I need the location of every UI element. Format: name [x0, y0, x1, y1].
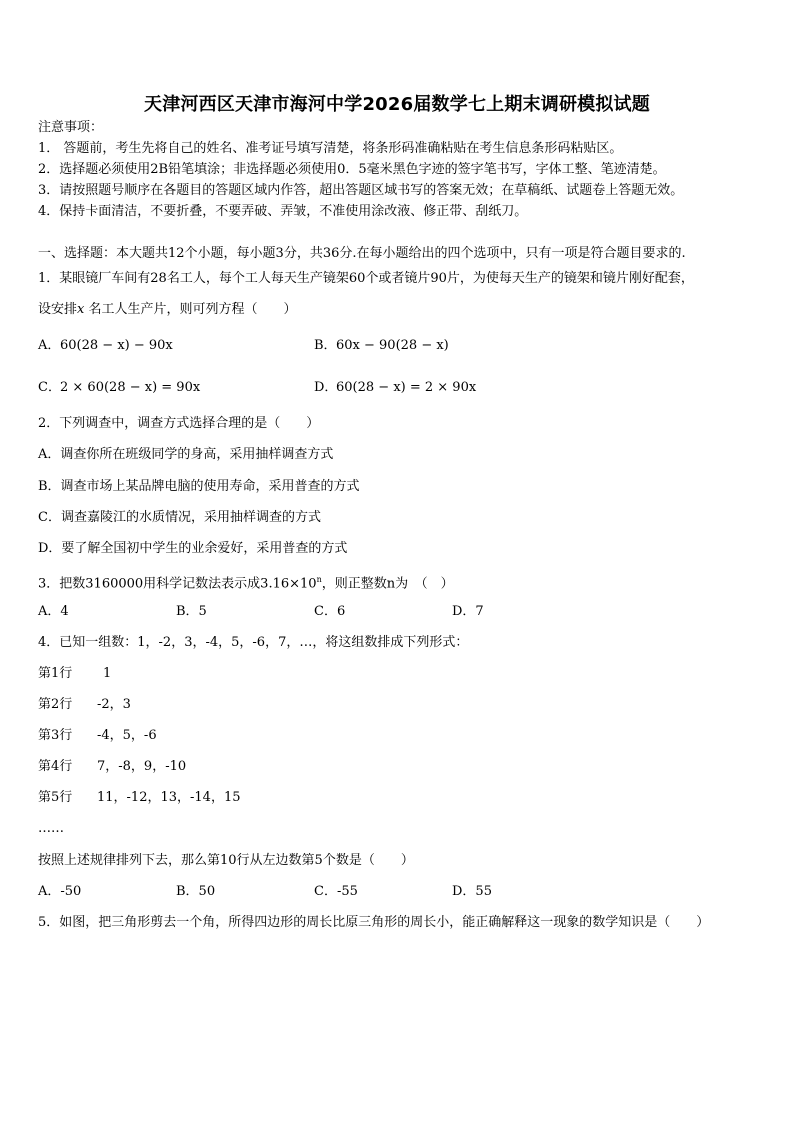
q4-stem: 4．已知一组数：1，-2，3，-4，5，-6，7，…，将这组数排成下列形式：: [38, 635, 469, 650]
page-title: 天津河西区天津市海河中学2026届数学七上期末调研模拟试题: [144, 94, 650, 115]
q1-stem-part-b: 名工人生产片，则可列方程（ ）: [88, 302, 297, 317]
q4-row-values: 1: [103, 666, 112, 681]
q3-stem: [38, 572, 454, 592]
q4-option-a[interactable]: A．-50: [38, 884, 82, 899]
q1-option-b-text: 60x − 90(28 − x): [336, 338, 449, 353]
q1-option-a[interactable]: [38, 338, 173, 354]
q3-exponent: n: [316, 575, 322, 584]
q2-option-a[interactable]: A．调查你所在班级同学的身高，采用抽样调查方式: [38, 447, 334, 462]
q4-option-b[interactable]: B．50: [176, 884, 216, 899]
q3-stem-part-a: 3．把数3160000用科学记数法表示成3.16×10: [38, 576, 317, 592]
q2-option-d[interactable]: D．要了解全国初中学生的业余爱好，采用普查的方式: [38, 541, 348, 556]
q2-stem: 2．下列调查中，调查方式选择合理的是（ ）: [38, 416, 320, 431]
q1-option-a-text: 60(28 − x) − 90x: [60, 338, 173, 353]
q1-option-b[interactable]: [314, 338, 449, 354]
notice-item-4: 4．保持卡面清洁，不要折叠，不要弄破、弄皱，不准使用涂改液、修正带、刮纸刀。: [38, 204, 528, 219]
notice-header: 注意事项：: [38, 120, 104, 135]
q4-row-values: 11，-12，13，-14，15: [97, 790, 241, 805]
q4-row-label: 第5行: [38, 790, 73, 805]
q1-option-d[interactable]: [314, 380, 476, 396]
q4-row-values: -4，5，-6: [97, 728, 157, 743]
q3-option-d[interactable]: D．7: [452, 604, 484, 619]
q3-option-b[interactable]: B．5: [176, 604, 207, 619]
q4-option-c[interactable]: C．-55: [314, 884, 358, 899]
notice-item-2: 2．选择题必须使用2B铅笔填涂；非选择题必须使用0．5毫米黑色字迹的签字笔书写，字体工整、笔迹清楚。: [38, 162, 666, 177]
section-heading: 一、选择题：本大题共12个小题，每小题3分，共36分.在每小题给出的四个选项中，只有一项是符合题目要求的.: [38, 246, 686, 261]
q2-option-c[interactable]: C．调查嘉陵江的水质情况，采用抽样调查的方式: [38, 510, 321, 525]
q1-var: x: [77, 302, 85, 317]
q4-row-label: 第2行: [38, 697, 73, 712]
q1-option-b-letter: B．: [314, 338, 337, 353]
notice-item-3: 3．请按照题号顺序在各题目的答题区域内作答，超出答题区域书写的答案无效；在草稿纸、试题卷上答题无效。: [38, 183, 684, 198]
q1-option-d-letter: D．: [314, 380, 338, 395]
q1-stem-line1: 1．某眼镜厂车间有28名工人，每个工人每天生产镜架60个或者镜片90片，为使每天生产的镜架和镜片刚好配套，: [38, 271, 694, 286]
q1-stem-line2: [38, 302, 297, 318]
q1-option-c-letter: C．: [38, 380, 61, 395]
q4-ellipsis: ……: [38, 821, 64, 836]
q4-option-d[interactable]: D．55: [452, 884, 492, 899]
q4-row-values: 7，-8，9，-10: [97, 759, 187, 774]
q4-row-label: 第1行: [38, 666, 73, 681]
q1-option-d-text: 60(28 − x) = 2 × 90x: [336, 380, 477, 395]
q5-stem: 5．如图，把三角形剪去一个角，所得四边形的周长比原三角形的周长小，能正确解释这一现象的数学知识是（ ）: [38, 915, 710, 930]
q1-option-c-text: 2 × 60(28 − x) = 90x: [60, 380, 201, 395]
q1-option-a-letter: A．: [38, 338, 61, 353]
q1-stem-part-a: 设安排: [38, 302, 78, 317]
q2-option-b[interactable]: B．调查市场上某品牌电脑的使用寿命，采用普查的方式: [38, 479, 360, 494]
q3-stem-part-b: ，则正整数n为 （ ）: [321, 576, 454, 592]
q3-option-a[interactable]: A．4: [38, 604, 69, 619]
q4-question: 按照上述规律排列下去，那么第10行从左边数第5个数是（ ）: [38, 853, 414, 868]
q4-row-label: 第4行: [38, 759, 73, 774]
q3-option-c[interactable]: C．6: [314, 604, 346, 619]
q1-option-c[interactable]: [38, 380, 200, 396]
notice-item-1: 1． 答题前，考生先将自己的姓名、准考证号填写清楚，将条形码准确粘贴在考生信息条形码粘贴区。: [38, 141, 623, 156]
q4-row-values: -2，3: [97, 697, 131, 712]
q4-row-label: 第3行: [38, 728, 73, 743]
